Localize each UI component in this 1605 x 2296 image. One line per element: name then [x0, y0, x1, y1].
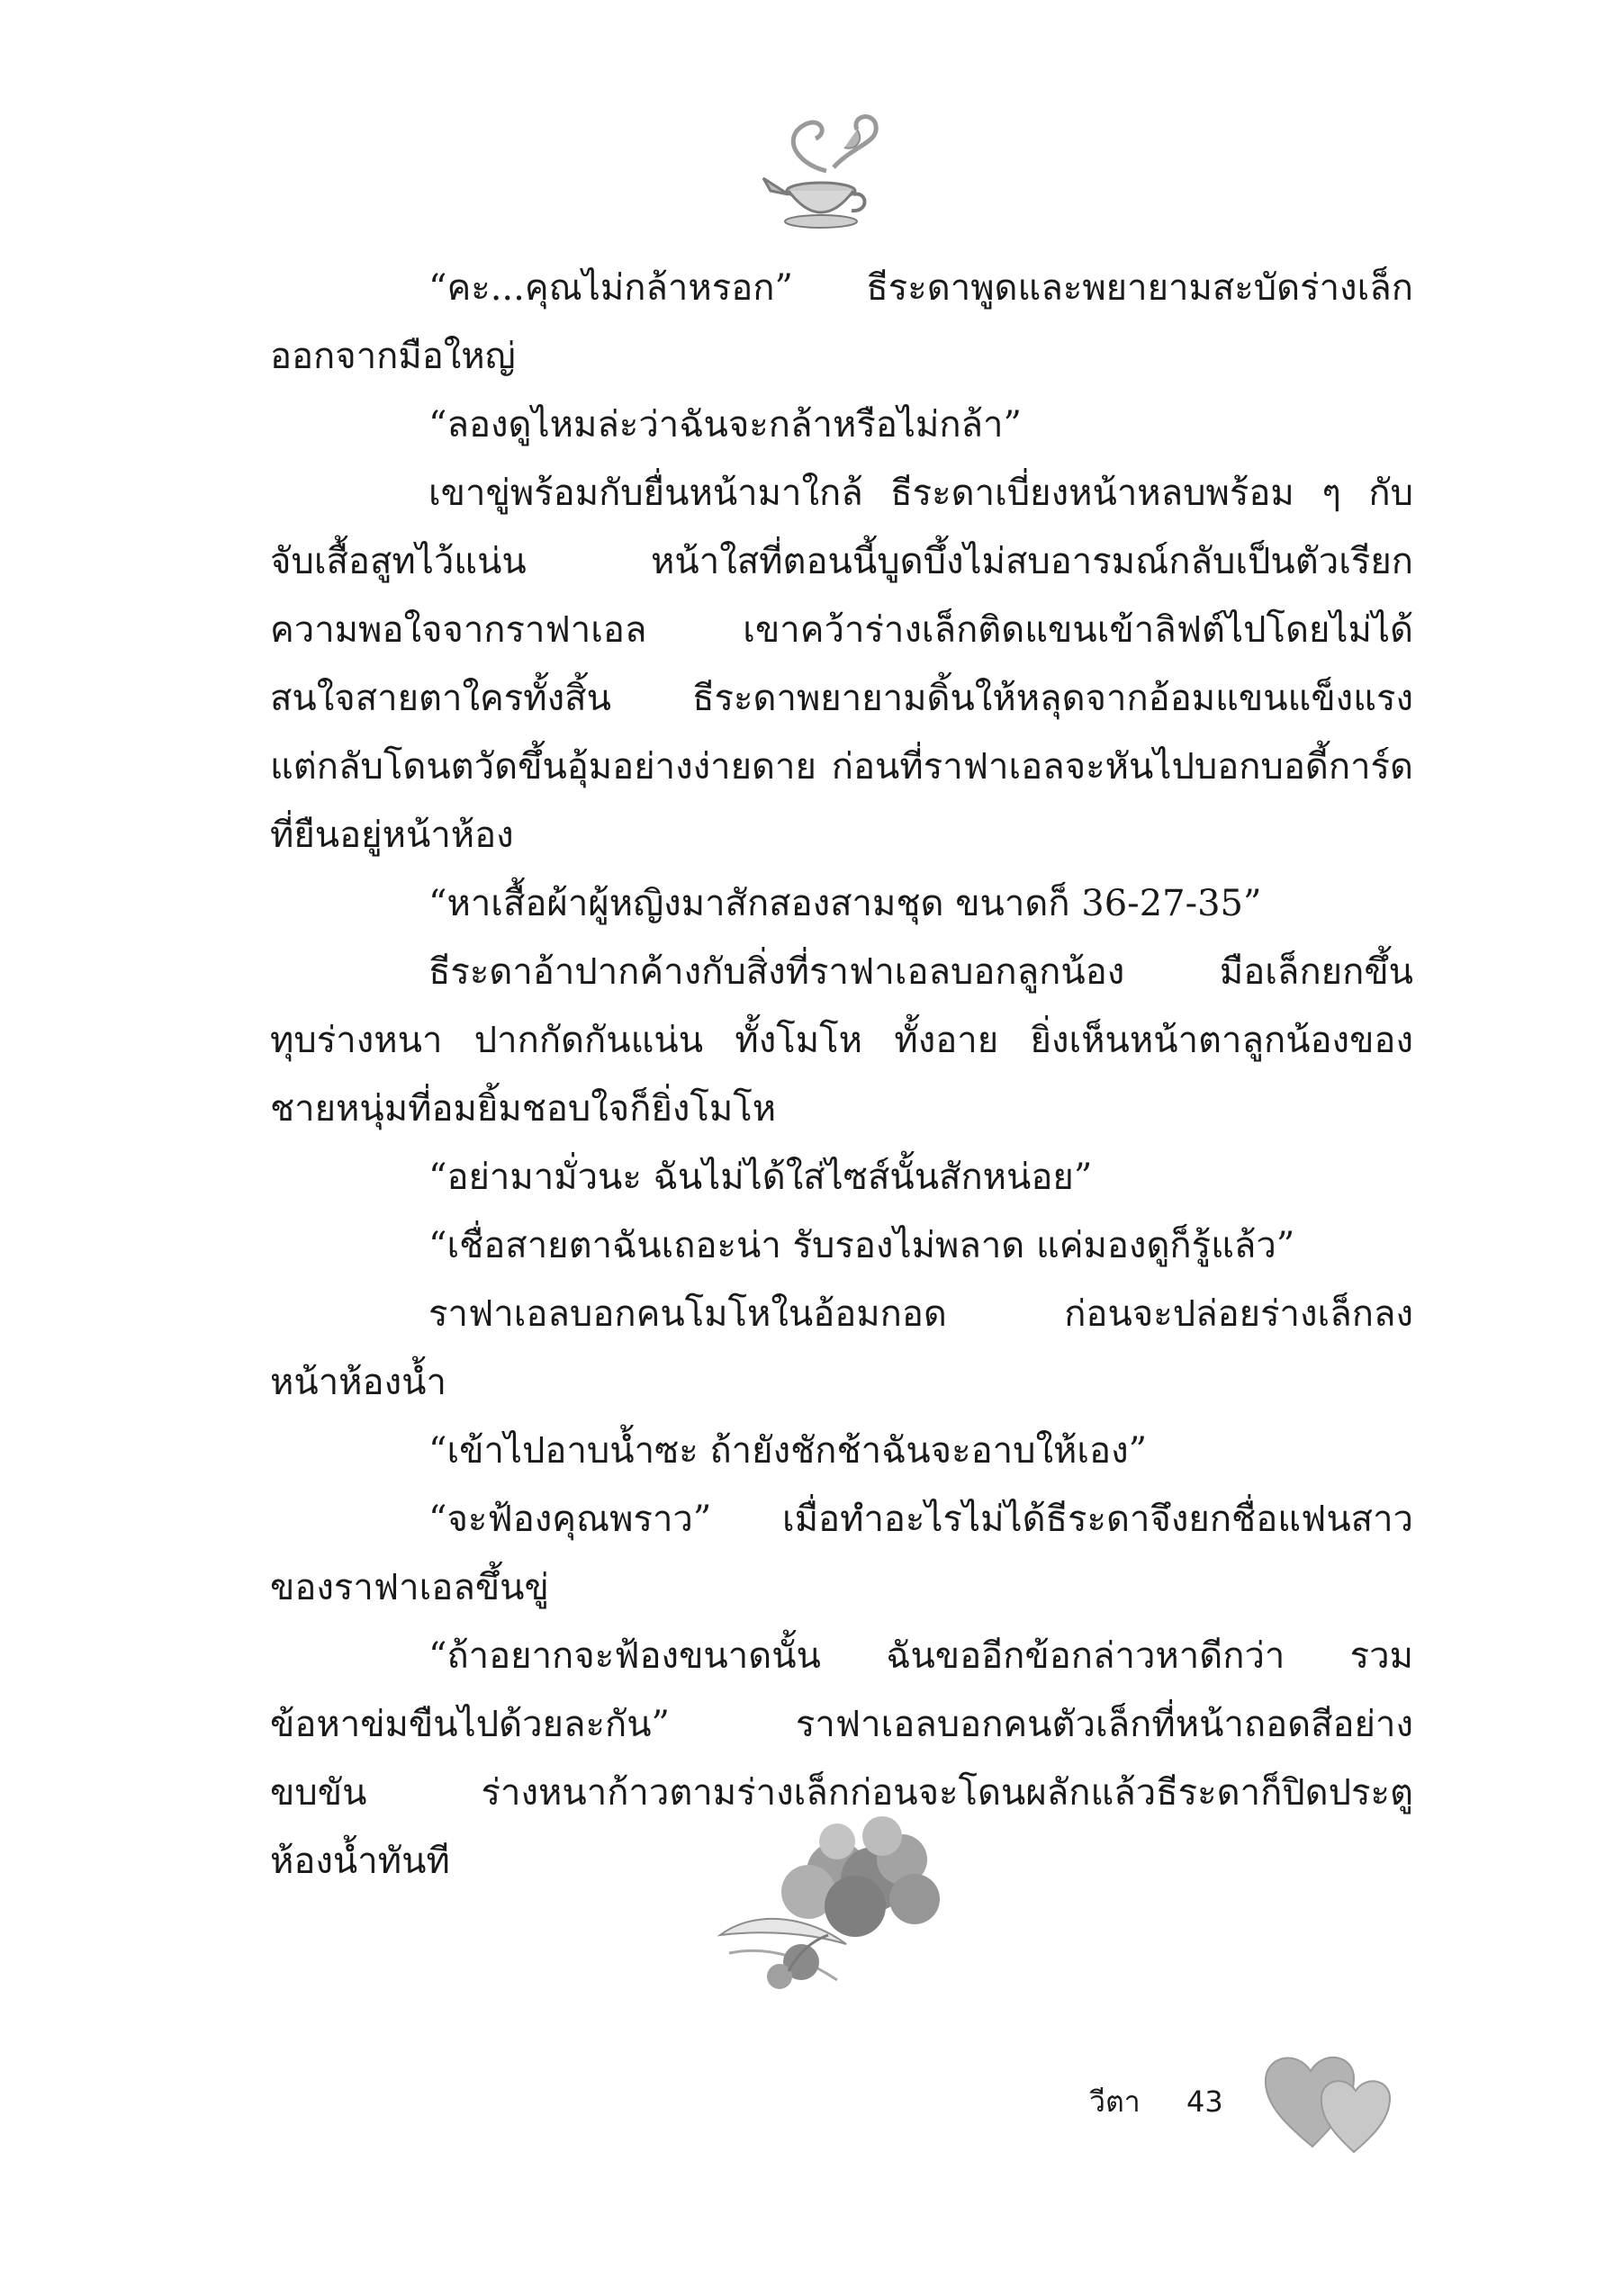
text-line: ห้องน้ำทันที: [270, 1841, 450, 1882]
text-line: สนใจสายตาใครทั้งสิ้น ธีระดาพยายามดิ้นให้หลุดจากอ้อมแขนแข็งแรง: [270, 678, 1413, 719]
text-line: จับเสื้อสูทไว้แน่น หน้าใสที่ตอนนี้บูดบึ้งไม่สบอารมณ์กลับเป็นตัวเรียก: [270, 541, 1413, 582]
text-line: “เชื่อสายตาฉันเถอะน่า รับรองไม่พลาด แค่มองดูก็รู้แล้ว”: [428, 1225, 1295, 1266]
text-line: “คะ...คุณไม่กล้าหรอก” ธีระดาพูดและพยายามสะบัดร่างเล็ก: [428, 267, 1413, 309]
text-line: “อย่ามามั่วนะ ฉันไม่ได้ใส่ไซส์นั้นสักหน่อย”: [428, 1157, 1093, 1198]
text-line: ออกจากมือใหญ่: [270, 336, 516, 377]
folio-label: วีตา: [1089, 2084, 1141, 2119]
text-line: ทุบร่างหนา ปากกัดกันแน่น ทั้งโมโห ทั้งอาย ยิ่งเห็นหน้าตาลูกน้องของ: [270, 1020, 1413, 1061]
text-line: ความพอใจจากราฟาเอล เขาคว้าร่างเล็กติดแขนเข้าลิฟต์ไปโดยไม่ได้: [270, 609, 1413, 651]
text-line: ของราฟาเอลขึ้นขู่: [270, 1567, 549, 1608]
text-line: ขบขัน ร่างหนาก้าวตามร่างเล็กก่อนจะโดนผลักแล้วธีระดาก็ปิดประตู: [270, 1772, 1413, 1814]
text-line: ชายหนุ่มที่อมยิ้มชอบใจก็ยิ่งโมโห: [270, 1088, 777, 1130]
text-line: ธีระดาอ้าปากค้างกับสิ่งที่ราฟาเอลบอกลูกน้อง มือเล็กยกขึ้น: [428, 951, 1413, 993]
text-line: “ถ้าอยากจะฟ้องขนาดนั้น ฉันขออีกข้อกล่าวหาดีกว่า รวม: [428, 1635, 1413, 1677]
text-line: “จะฟ้องคุณพราว” เมื่อทำอะไรไม่ได้ธีระดาจึงยกชื่อแฟนสาว: [428, 1499, 1413, 1540]
text-line: หน้าห้องน้ำ: [270, 1362, 446, 1403]
teapot-swirl-icon: [756, 108, 891, 234]
page-number: 43: [1186, 2084, 1223, 2119]
text-line: “หาเสื้อผ้าผู้หญิงมาสักสองสามชุด ขนาดก็ 36-27-35”: [428, 883, 1262, 924]
text-line: เขาขู่พร้อมกับยื่นหน้ามาใกล้ ธีระดาเบี่ยงหน้าหลบพร้อม ๆ กับ: [428, 473, 1413, 514]
text-line: ข้อหาข่มขืนไปด้วยละกัน” ราฟาเอลบอกคนตัวเล็กที่หน้าถอดสีอย่าง: [270, 1704, 1413, 1745]
text-line: “ลองดูไหมล่ะว่าฉันจะกล้าหรือไม่กล้า”: [428, 404, 1022, 446]
text-line: ที่ยืนอยู่หน้าห้อง: [270, 815, 514, 856]
flower-bouquet-icon: [702, 1809, 972, 2003]
text-line: แต่กลับโดนตวัดขึ้นอุ้มอย่างง่ายดาย ก่อนที่ราฟาเอลจะหันไปบอกบอดี้การ์ด: [270, 746, 1413, 788]
hearts-icon: [1260, 2039, 1395, 2160]
text-line: “เข้าไปอาบน้ำซะ ถ้ายังชักช้าฉันจะอาบให้เอง”: [428, 1430, 1148, 1472]
text-line: ราฟาเอลบอกคนโมโหในอ้อมกอด ก่อนจะปล่อยร่างเล็กลง: [428, 1293, 1413, 1335]
